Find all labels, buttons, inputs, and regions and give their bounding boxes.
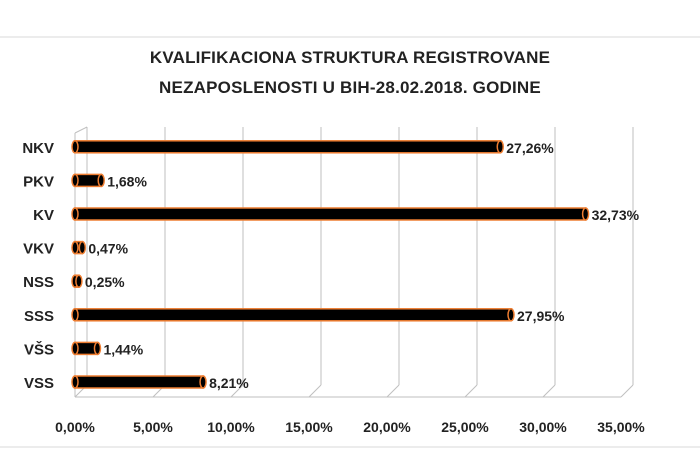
bar bbox=[72, 208, 589, 220]
data-labels bbox=[85, 140, 640, 391]
x-tick-label: 15,00% bbox=[285, 419, 333, 435]
category-label: VSS bbox=[23, 375, 54, 392]
floor-gridline bbox=[621, 385, 633, 397]
chart-title-line-1: KVALIFIKACIONA STRUKTURA REGISTROVANE bbox=[149, 48, 551, 67]
bar-base-cap bbox=[72, 376, 78, 388]
category-label: VŠS bbox=[23, 341, 54, 359]
bar-end-cap bbox=[508, 309, 514, 321]
bar-value-label: 27,95% bbox=[517, 307, 565, 324]
bar-base-cap bbox=[72, 141, 78, 153]
category-label: NSS bbox=[23, 274, 54, 292]
bar-base-cap bbox=[72, 309, 78, 321]
bar-base-cap bbox=[72, 342, 78, 354]
x-tick-label: 20,00% bbox=[363, 419, 411, 435]
bar-value-label: 1,44% bbox=[103, 341, 144, 358]
bar-body bbox=[75, 309, 511, 321]
gridlines bbox=[75, 127, 633, 397]
floor-gridline bbox=[465, 385, 477, 397]
bar-value-label: 32,73% bbox=[591, 207, 640, 223]
bar-value-label: 0,25% bbox=[84, 274, 125, 291]
bar-base-cap bbox=[72, 208, 78, 220]
bar-base-cap bbox=[72, 174, 78, 186]
category-label: NKV bbox=[22, 139, 54, 157]
bar bbox=[72, 242, 85, 254]
category-label: VKV bbox=[23, 240, 54, 258]
bar bbox=[72, 174, 104, 186]
bar bbox=[72, 141, 503, 153]
bar bbox=[72, 376, 206, 388]
x-tick-label: 0,00% bbox=[55, 419, 95, 435]
floor-gridline bbox=[309, 385, 321, 397]
bar-body bbox=[75, 141, 500, 153]
floor-gridline bbox=[387, 385, 399, 397]
value-axis bbox=[55, 419, 645, 435]
bar-body bbox=[75, 174, 101, 186]
category-label: PKV bbox=[23, 173, 54, 191]
bars bbox=[72, 141, 589, 388]
bar-end-cap bbox=[497, 141, 503, 153]
bar bbox=[72, 275, 82, 287]
x-tick-label: 35,00% bbox=[597, 419, 645, 435]
bar-value-label: 0,47% bbox=[88, 240, 129, 257]
bar-value-label: 1,68% bbox=[107, 173, 147, 190]
bar-base-cap bbox=[72, 242, 78, 254]
bar-value-label: 27,26% bbox=[506, 139, 554, 156]
x-tick-label: 30,00% bbox=[519, 419, 567, 435]
x-tick-label: 10,00% bbox=[207, 419, 255, 435]
x-tick-label: 25,00% bbox=[441, 419, 489, 435]
category-label: SSS bbox=[23, 307, 54, 325]
bar-end-cap bbox=[76, 275, 82, 287]
bar-body bbox=[75, 376, 203, 388]
bar-end-cap bbox=[79, 242, 85, 254]
bar-end-cap bbox=[583, 208, 589, 220]
bar-body bbox=[75, 208, 586, 220]
bar-value-label: 8,21% bbox=[209, 375, 249, 391]
chart-title-line-2: NEZAPOSLENOSTI U BIH-28.02.2018. GODINE bbox=[159, 78, 541, 97]
x-tick-label: 5,00% bbox=[133, 419, 173, 435]
bar bbox=[72, 309, 514, 321]
bar-end-cap bbox=[98, 174, 104, 186]
bar bbox=[72, 342, 100, 354]
y-axis-top-edge bbox=[75, 127, 87, 133]
category-axis bbox=[22, 140, 54, 392]
category-label: KV bbox=[33, 207, 54, 224]
floor-gridline bbox=[543, 385, 555, 397]
bar-end-cap bbox=[94, 342, 100, 354]
bar-end-cap bbox=[200, 376, 206, 388]
